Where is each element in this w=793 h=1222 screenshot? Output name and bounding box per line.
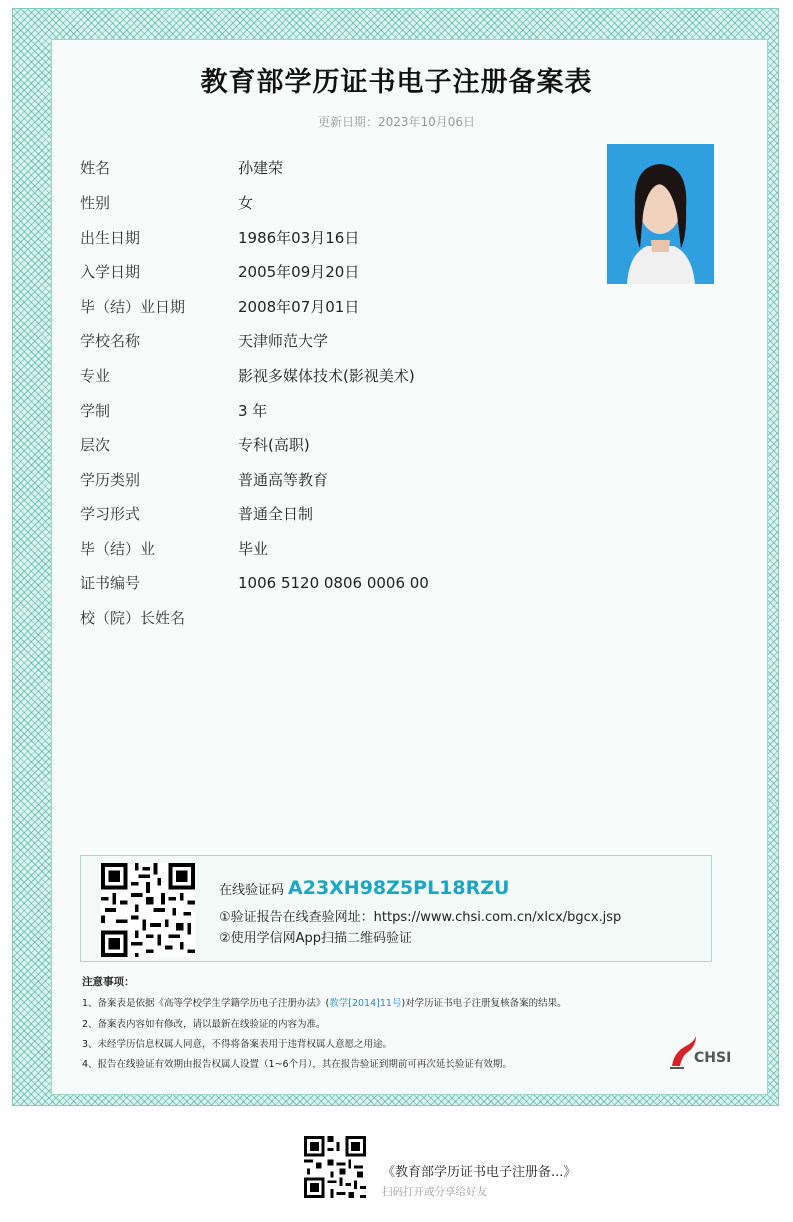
verification-code: A23XH98Z5PL18RZU	[288, 877, 510, 899]
regulation-link[interactable]: 教学[2014]11号	[329, 998, 402, 1009]
note-text: 1、备案表是依据《高等学校学生学籍学历电子注册办法》(	[82, 998, 330, 1009]
field-value: 女	[238, 194, 254, 212]
field-label: 学制	[80, 402, 111, 420]
field-label: 性别	[80, 194, 111, 212]
field-value: 影视多媒体技术(影视美术)	[238, 367, 415, 385]
field-row	[80, 568, 600, 598]
field-row	[80, 257, 600, 287]
field-value: 2005年09月20日	[238, 263, 360, 281]
field-row	[80, 465, 600, 495]
field-label: 入学日期	[80, 263, 141, 281]
field-row	[80, 292, 600, 322]
field-label: 证书编号	[80, 574, 141, 592]
field-value: 普通高等教育	[238, 471, 329, 489]
chsi-logo	[668, 1036, 730, 1070]
field-label: 学校名称	[80, 332, 141, 350]
field-value: 3 年	[238, 402, 268, 420]
field-value: 1006 5120 0806 0006 00	[238, 574, 429, 592]
id-photo	[607, 144, 714, 284]
verification-code-label: 在线验证码	[219, 883, 285, 898]
note-item	[82, 995, 567, 1009]
field-label: 学习形式	[80, 505, 141, 523]
field-value: 普通全日制	[238, 505, 314, 523]
field-row	[80, 188, 600, 218]
verification-qr-icon[interactable]	[101, 863, 195, 957]
verification-url-line[interactable]: ①验证报告在线查验网址：https://www.chsi.com.cn/xlcx/bgcx.jsp	[219, 910, 622, 925]
note-item: 4、报告在线验证有效期由报告权属人设置（1~6个月），其在报告验证到期前可再次延长验证有效期。	[82, 1059, 512, 1070]
notes-title: 注意事项：	[82, 976, 135, 988]
field-label: 学历类别	[80, 471, 141, 489]
field-label: 姓名	[80, 159, 111, 177]
field-row	[80, 326, 600, 356]
field-row	[80, 153, 600, 183]
chsi-logo-text: CHSI	[694, 1050, 732, 1066]
field-label: 毕（结）业	[80, 540, 156, 558]
field-label: 毕（结）业日期	[80, 298, 186, 316]
field-row	[80, 396, 600, 426]
share-title: 《教育部学历证书电子注册备...》	[382, 1165, 577, 1180]
note-text: )对学历证书电子注册复核备案的结果。	[401, 998, 567, 1009]
field-row	[80, 499, 600, 529]
field-row	[80, 603, 600, 633]
field-row	[80, 534, 600, 564]
field-label: 出生日期	[80, 229, 141, 247]
field-label: 校（院）长姓名	[80, 609, 186, 627]
share-subtitle: 扫码打开或分享给好友	[382, 1186, 487, 1198]
field-row	[80, 430, 600, 460]
verification-code-line	[219, 877, 509, 899]
field-row	[80, 223, 600, 253]
verification-panel	[80, 855, 712, 962]
update-date: 更新日期：2023年10月06日	[317, 115, 476, 129]
document-title: 教育部学历证书电子注册备案表	[200, 67, 593, 98]
field-value: 2008年07月01日	[238, 298, 360, 316]
note-item: 2、备案表内容如有修改，请以最新在线验证的内容为准。	[82, 1019, 326, 1030]
field-label: 专业	[80, 367, 111, 385]
field-value: 孙建荣	[238, 159, 284, 177]
note-item: 3、未经学历信息权属人同意，不得将备案表用于违背权属人意愿之用途。	[82, 1039, 393, 1050]
field-value: 专科(高职)	[238, 436, 310, 454]
field-value: 天津师范大学	[238, 332, 329, 350]
verification-app-line: ②使用学信网App扫描二维码验证	[219, 931, 413, 946]
field-label: 层次	[80, 436, 111, 454]
field-row	[80, 361, 600, 391]
field-value: 毕业	[238, 540, 269, 558]
field-value: 1986年03月16日	[238, 229, 360, 247]
share-qr-icon[interactable]	[304, 1136, 366, 1202]
